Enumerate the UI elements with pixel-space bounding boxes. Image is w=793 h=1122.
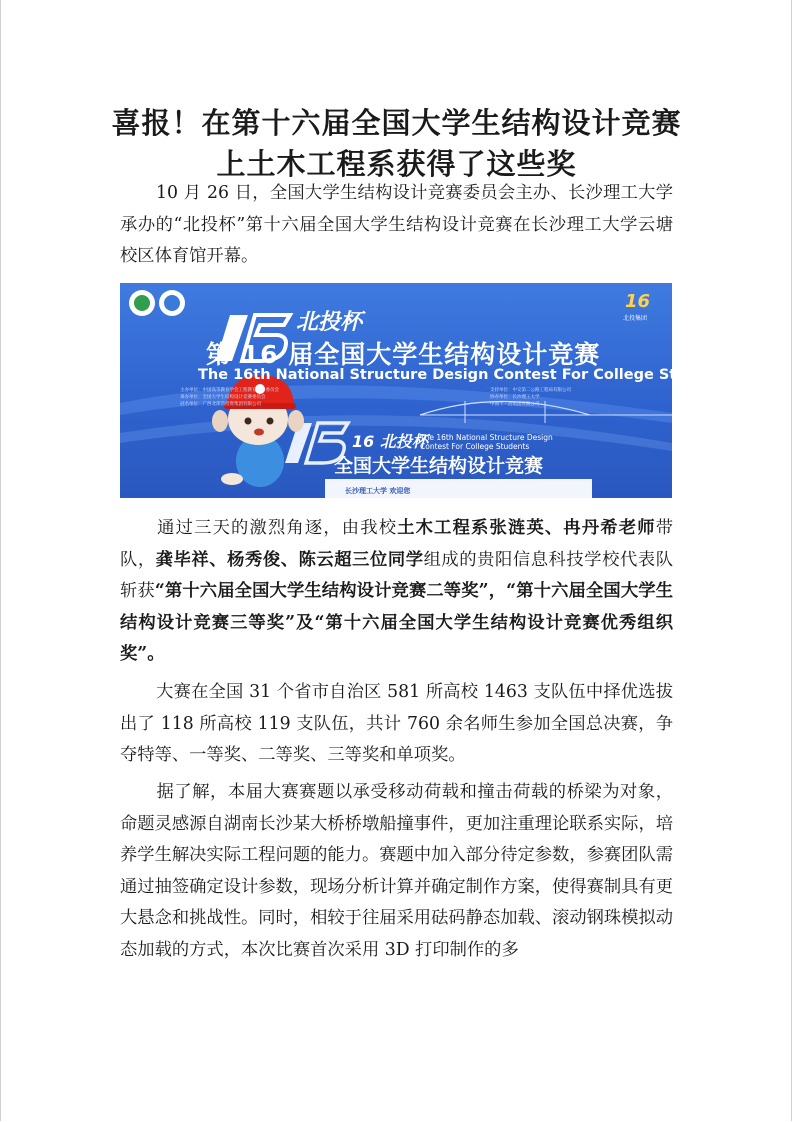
student-names: 龚毕祥、杨秀俊、陈云超三位同学 <box>155 549 424 570</box>
mascot-mouth <box>254 429 264 436</box>
award-list: “第十六届全国大学生结构设计竞赛二等奖”，“第十六届全国大学生结构设计竞赛三等奖”及“第十六届全国大学生结构设计竞赛优秀组织奖”。 <box>120 581 673 664</box>
article-title-line-2: 上土木工程系获得了这些奖 <box>216 147 577 181</box>
banner-main-title: 第 16 届全国大学生结构设计竞赛 <box>206 340 601 369</box>
banner-label-5: 协办单位：长沙理工大学 <box>490 395 540 400</box>
banner-label-4: 支持单位：中交第二公路工程局有限公司 <box>490 388 571 393</box>
stage-welcome-text: 长沙理工大学 欢迎您 <box>345 487 411 495</box>
awards-intro-text: 通过三天的激烈角逐，由我校 <box>156 518 398 538</box>
banner-label-6: 中国十一冶集团有限公司 <box>490 402 540 407</box>
paragraph-awards <box>120 513 673 671</box>
paragraph-contest-topic <box>120 777 673 966</box>
paragraph-opening-text: 10 月 26 日，全国大学生结构设计竞赛委员会主办、长沙理工大学承办的“北投杯”第十六届全国大学生结构设计竞赛在长沙理工大学云塘校区体育馆开幕。 <box>120 183 673 266</box>
sign-cup-name: 16 北投杯 <box>352 432 428 451</box>
mascot-ear-left <box>212 410 228 432</box>
paragraph-contest-scale-text: 大赛在全国 31 个省市自治区 581 所高校 1463 支队伍中择优选拔出了 118 所高校 119 支队伍，共计 760 余名师生参加全国总决赛，争夺特等、一等奖、二等奖、三等奖和单项奖。 <box>120 682 673 765</box>
committee-logo-inner <box>164 295 180 311</box>
article-title-line-1: 喜报！在第十六届全国大学生结构设计竞赛 <box>111 106 682 140</box>
paragraph-contest-scale <box>120 677 673 772</box>
sign-english-title: The 16th National Structure Design Contest For College Students <box>420 433 553 451</box>
mascot-ear-right <box>288 410 304 432</box>
sponsor-logo-mark: 16 <box>625 291 651 312</box>
paragraph-opening <box>120 178 673 273</box>
contest-banner-photo <box>120 283 733 498</box>
paragraph-contest-topic-text: 据了解，本届大赛赛题以承受移动荷载和撞击荷载的桥梁为对象，命题灵感源自湖南长沙某大桥桥墩船撞事件，更加注重理论联系实际，培养学生解决实际工程问题的能力。赛题中加入部分待定参数，参赛团队需通过抽签确定设计参数，现场分析计算并确定制作方案，使得赛制具有更大悬念和挑战性。同时，相较于往届采用砝码静态加载、滚动钢珠模拟动态加载的方式，本次比赛首次采用 3D 打印制作的多 <box>120 782 674 960</box>
banner-label-2: 承办单位：全国大学生结构设计竞赛委员会 <box>180 395 266 400</box>
sign-main-title: 全国大学生结构设计竞赛 <box>334 455 544 477</box>
teacher-names: 土木工程系张涟英、冉丹希老师 <box>397 518 656 538</box>
banner-cup-name: 北投杯 <box>296 310 363 335</box>
mascot-eye-right <box>267 418 274 425</box>
banner-label-1: 主办单位：中国高等教育学会工程教育专业委员会 <box>180 388 279 393</box>
university-logo-inner <box>134 295 150 311</box>
awards-lead-text: 带队， <box>120 518 673 570</box>
mascot-eye-left <box>245 418 252 425</box>
banner-label-3: 冠名单位：广西北部湾投资集团有限公司 <box>180 402 261 407</box>
sponsor-logo-name: 北投集团 <box>623 315 648 322</box>
awards-team-text: 组成的贵阳信息科技学校代表队斩获 <box>120 549 673 601</box>
mascot-hand <box>221 473 243 485</box>
banner-english-title: The 16th National Structure Design Contest For College Students <box>198 367 733 383</box>
